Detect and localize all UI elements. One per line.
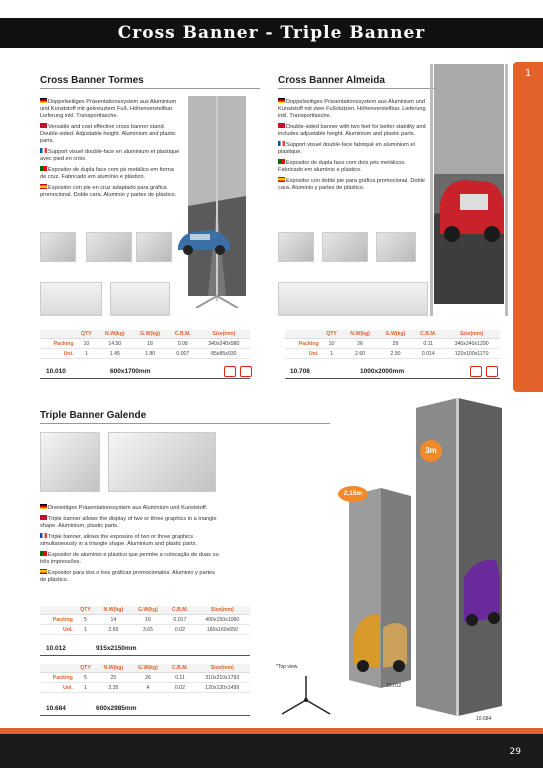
product-title-tormes: Cross Banner Tormes [40,75,144,86]
section-number: 1 [524,68,532,79]
desc-pt: Expositor de dupla face com dois pés metálicos. Fabricado em alumínio e plástico. [278,160,406,173]
desc-de: Doppelseitiges Präsentationssystem aus Aluminium und Kunststoff mit gekreuztem Fuß. Höhenverstellbar. Lieferung inkl. Transporttasche. [40,99,177,119]
top-view-diagram [276,672,336,718]
desc-en: Double-sided banner with two feet for better stability and includes adjustable height. Aluminium and plastic parts. [278,124,426,137]
box-icon [470,366,482,377]
car-image-blue [176,222,232,258]
height-badge-large: 3m [420,440,442,462]
page-footer [0,734,543,768]
spec-table-galende-2: QTY N.W(kg) G.W(kg) C.B.M. Size(mm) Packing 5 25 26 0.11 310x210x1793 Uni. 1 3.35 4 0.02 120x120x1499 [40,664,250,693]
desc-es: Expositor con pie en cruz adaptado para gráfica promocional. Doble cara. Aluminio y partes de plástico. [40,185,177,198]
desc-es: Expositor para dos o tres gráficas promocionales. Aluminio y partes de plástico. [40,570,215,583]
flag-pt-icon [278,159,285,164]
desc-de: Dreiseitiges Präsentationssystem aus Aluminium und Kunststoff. [48,505,208,511]
flag-es-icon [40,184,47,189]
flag-es-icon [40,569,47,574]
image-label: 10.684 [476,716,492,722]
product-size: 1000x2000mm [360,368,405,375]
divider [40,88,260,89]
copy-icon [240,366,252,377]
divider [285,378,500,379]
height-badge-small: 2,15m [338,486,368,502]
spec-table-tormes: QTY N.W(kg) G.W(kg) C.B.M. Size(mm) Packing 10 14.50 18 0.08 340x240x980 Uni. 1 1.45 1.80 0.007 85x85x930 [40,330,250,359]
transport-bag-photo [278,282,428,316]
detail-photo [376,232,416,262]
flag-es-icon [278,177,285,182]
product-code: 10.708 [290,368,310,375]
desc-fr: Triple banner, allows the exposure of two or three graphics simultaneously in a triangle shape. Aluminium and plastic parts. [40,534,198,547]
detail-photo [40,432,100,492]
product-code: 10.012 [46,645,66,652]
detail-photo [322,232,368,262]
divider [40,423,330,424]
divider [40,715,250,716]
description-almeida [278,98,428,195]
flag-de-icon [278,98,285,103]
desc-pt: Expositor de alumínio e plástico que permite a colocação de duas ou três impressões. [40,552,219,565]
page-header [0,18,543,48]
top-view-label: *Top view [276,664,298,670]
flag-fr-icon [40,148,47,153]
spec-table-almeida: QTY N.W(kg) G.W(kg) C.B.M. Size(mm) Packing 10 26 29 0.11 340x240x1290 Uni. 1 2.60 2.90 0.014 120x100x1170 [285,330,500,359]
detail-photo [278,232,314,262]
detail-photo [40,232,76,262]
detail-photo [86,232,132,262]
flag-de-icon [40,504,47,509]
section-tab[interactable] [513,62,543,392]
description-galende [40,504,220,587]
desc-en: Triple banner allows the display of two or three graphics in a triangle shape. Aluminium, plastic parts. [40,516,217,529]
desc-pt: Expositor de dupla face com pé metálico em forma de cruz. Fabricado em alumínio e plástico. [40,167,174,180]
flag-en-icon [40,515,47,520]
product-code: 10.010 [46,368,66,375]
flag-pt-icon [40,166,47,171]
divider [40,655,250,656]
parts-photo [110,282,170,316]
flag-de-icon [40,98,47,103]
desc-fr: Support visuel double-face en aluminium et plastique avec pied en croix. [40,149,180,162]
product-size: 915x2150mm [96,645,137,652]
box-icon [224,366,236,377]
product-image-triple-small [345,488,415,688]
product-image-tormes [188,96,246,308]
spec-table-galende-1: QTY N.W(kg) G.W(kg) C.B.M. Size(mm) Packing 5 14 16 0.017 400x150x1060 Uni. 1 2.65 3.65 0.02 160x160x650 [40,606,250,635]
flag-fr-icon [278,141,285,146]
desc-es: Expositor con doble pie para gráfica promocional. Doble cara. Aluminio y partes de plástico. [278,178,425,191]
image-label: 10.012 [386,683,402,689]
product-title-galende: Triple Banner Galende [40,410,147,421]
flag-fr-icon [40,533,47,538]
flag-en-icon [40,123,47,128]
divider [40,378,250,379]
desc-en: Versatile and cost effective cross banner stand. Double-sided. Adjustable height. Aluminium and plastic parts. [40,124,176,144]
flag-pt-icon [40,551,47,556]
page-title: Cross Banner - Triple Banner [117,23,426,43]
product-image-almeida [430,64,508,316]
page-number: 29 [509,747,521,757]
desc-de: Doppelseitiges Präsentationssystem aus Aluminium und Kunststoff mit zwei Fußstützen. Höhenverstellbar. Lieferung inkl. Transporttasche. [278,99,426,119]
detail-photo [108,432,216,492]
description-tormes [40,98,180,202]
product-title-almeida: Cross Banner Almeida [278,75,385,86]
product-size: 600x2985mm [96,705,137,712]
copy-icon [486,366,498,377]
flag-en-icon [278,123,285,128]
product-code: 10.684 [46,705,66,712]
transport-bag-photo [40,282,102,316]
detail-photo [136,232,172,262]
desc-fr: Support visuel double-face fabriqué en aluminium et plastique. [278,142,416,155]
product-size: 600x1700mm [110,368,151,375]
